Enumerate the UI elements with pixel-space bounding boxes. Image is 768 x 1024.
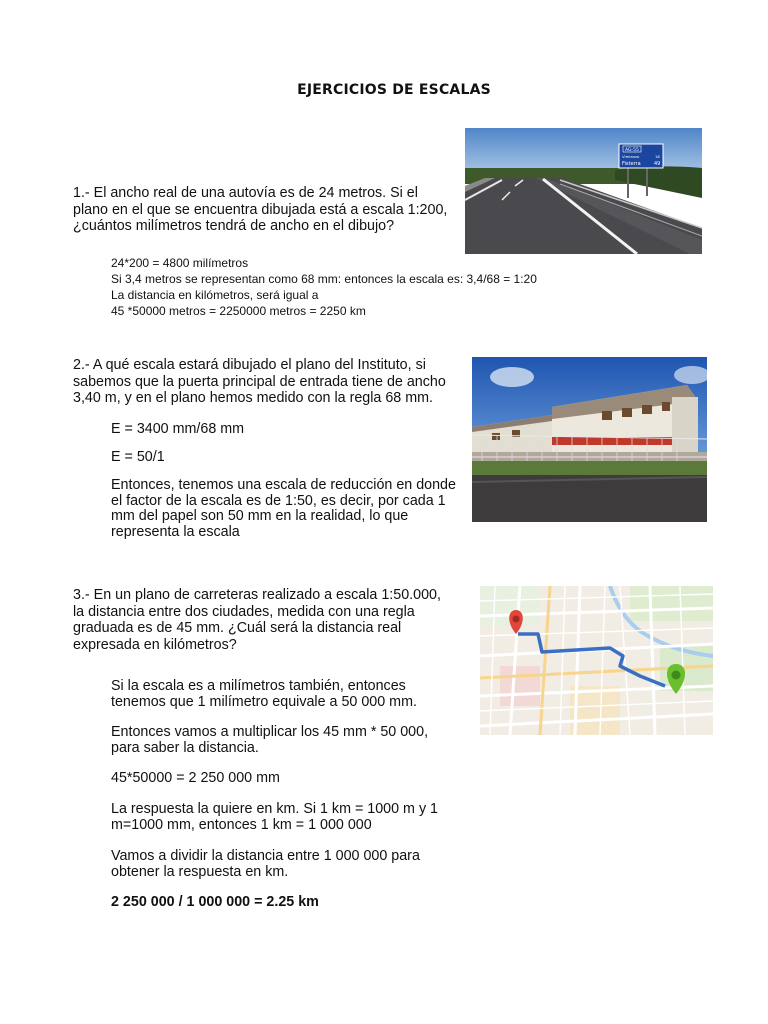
sign-km-2: 49 <box>654 161 661 167</box>
map-image <box>480 586 713 735</box>
exercise-2-question: 2.- A qué escala estará dibujado el plano del Instituto, si sabemos que la puerta principal de entrada tiene de ancho 3,40 m, y en el plano hemos medido con la regla 68 mm. <box>73 357 446 406</box>
sign-road-code: AG-55 <box>625 148 639 153</box>
exercise-1-answer <box>111 255 631 319</box>
answer-line: La distancia en kilómetros, será igual a <box>111 288 319 302</box>
sign-place-2: Fisterra <box>622 161 641 167</box>
exercise-3-paragraph-3: 45*50000 = 2 250 000 mm <box>111 770 280 786</box>
sign-km-1: 18 <box>655 154 660 159</box>
exercise-2-paragraph: Entonces, tenemos una escala de reducción en donde el factor de la escala es de 1:50, es decir, por cada 1 mm del papel son 50 mm en la realidad, lo que representa la escala <box>111 477 456 540</box>
answer-line: Si 3,4 metros se representan como 68 mm: entonces la escala es: 3,4/68 = 1:20 <box>111 272 537 286</box>
exercise-2-line-2: E = 50/1 <box>111 449 165 465</box>
exercise-2-line-1: E = 3400 mm/68 mm <box>111 421 245 437</box>
exercise-3-question: 3.- En un plano de carreteras realizado a escala 1:50.000, la distancia entre dos ciudades, medida con una regla graduada es de 45 mm. ¿Cuál será la distancia real expresada en kilómetros? <box>73 587 441 653</box>
page-title: EJERCICIOS DE ESCALAS <box>297 82 491 98</box>
exercise-3-paragraph-4: La respuesta la quiere en km. Si 1 km = 1000 m y 1 m=1000 mm, entonces 1 km = 1 000 000 <box>111 801 439 833</box>
sign-place-1: Vimianzo <box>622 154 640 159</box>
exercise-3-paragraph-5: Vamos a dividir la distancia entre 1 000 000 para obtener la respuesta en km. <box>111 848 420 880</box>
exercise-3-paragraph-2: Entonces vamos a multiplicar los 45 mm * 50 000, para saber la distancia. <box>111 724 429 756</box>
answer-line: 24*200 = 4800 milímetros <box>111 256 249 270</box>
highway-photo <box>465 128 702 254</box>
exercise-3-result: 2 250 000 / 1 000 000 = 2.25 km <box>111 894 319 910</box>
school-photo <box>472 357 707 522</box>
answer-line: 45 *50000 metros = 2250000 metros = 2250 km <box>111 304 366 318</box>
exercise-3-paragraph-1: Si la escala es a milímetros también, entonces tenemos que 1 milímetro equivale a 50 000 mm. <box>111 678 417 710</box>
exercise-1-question: 1.- El ancho real de una autovía es de 24 metros. Si el plano en el que se encuentra dibujada está a escala 1:200, ¿cuántos milímetros tendrá de ancho en el dibujo? <box>73 185 448 234</box>
